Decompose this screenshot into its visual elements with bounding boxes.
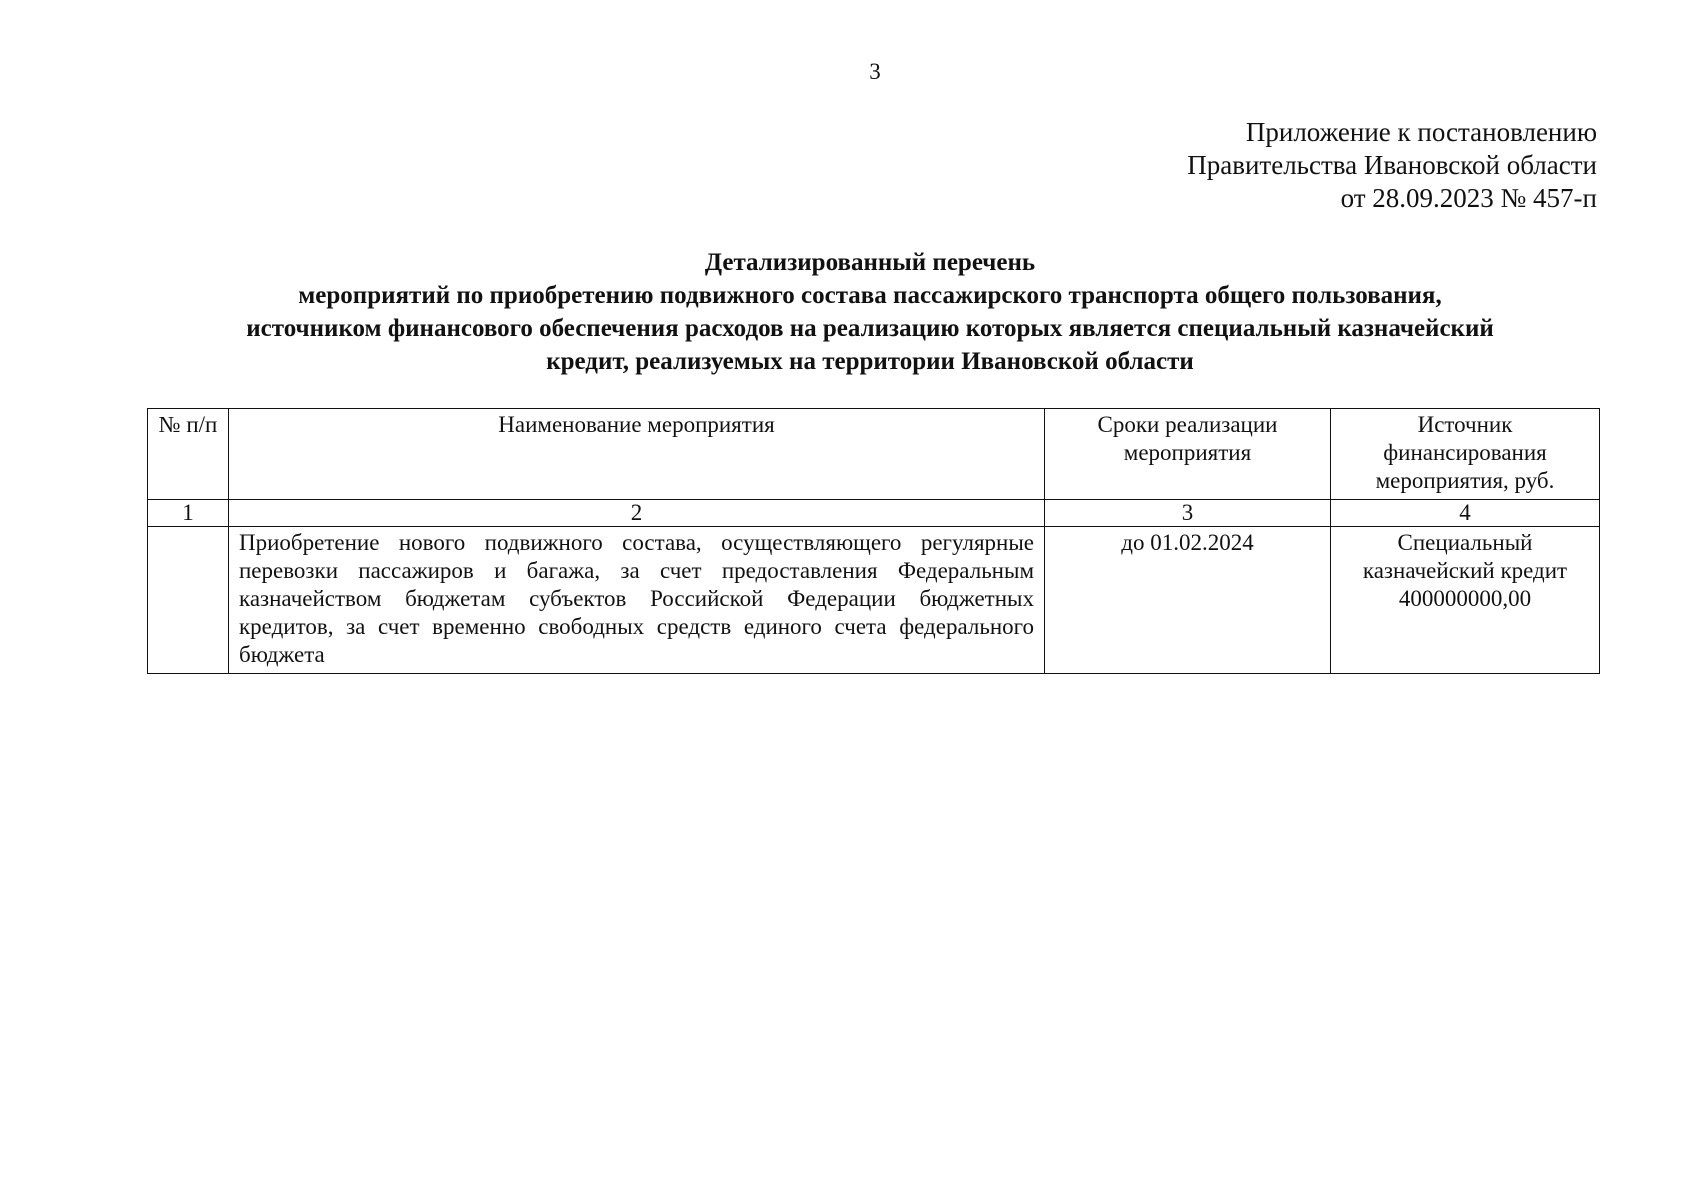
- appendix-line-3: от 28.09.2023 № 457-п: [1340, 183, 1597, 213]
- table-row: [148, 527, 1600, 674]
- header-term: Сроки реализации мероприятия: [1045, 409, 1331, 500]
- header-source: Источник финансирования мероприятия, руб.: [1331, 409, 1600, 500]
- title-line-2: мероприятий по приобретению подвижного состава пассажирского транспорта общего пользования,: [298, 282, 1442, 309]
- header-num: № п/п: [148, 409, 229, 500]
- row-num: [148, 527, 229, 674]
- page-number: 3: [869, 59, 881, 84]
- table-header-row: [148, 409, 1600, 500]
- document-title: [145, 246, 1595, 378]
- title-line-4: кредит, реализуемых на территории Ивановской области: [546, 348, 1194, 375]
- row-term: до 01.02.2024: [1045, 527, 1331, 674]
- title-line-3: источником финансового обеспечения расходов на реализацию которых является специальный казначейский: [246, 315, 1494, 342]
- column-index-4: 4: [1331, 500, 1600, 527]
- row-source-label: Специальный казначейский кредит: [1362, 530, 1568, 583]
- column-index-2: 2: [229, 500, 1045, 527]
- title-line-1: Детализированный перечень: [704, 249, 1036, 276]
- column-index-3: 3: [1045, 500, 1331, 527]
- row-measure-name: Приобретение нового подвижного состава, осуществляющего регулярные перевозки пассажиров и багажа, за счет предоставления Федеральным казначейством бюджетам субъектов Российской Федерации бюджетных кредитов, за счет временно свободных средств единого счета федерального бюджета: [229, 527, 1045, 674]
- header-name: Наименование мероприятия: [229, 409, 1045, 500]
- column-index-1: 1: [148, 500, 229, 527]
- row-source-amount: 400000000,00: [1398, 586, 1532, 611]
- measures-table: [147, 408, 1600, 674]
- appendix-header: [1187, 116, 1597, 215]
- row-source: [1331, 527, 1600, 674]
- column-index-row: [148, 500, 1600, 527]
- appendix-line-2: Правительства Ивановской области: [1187, 150, 1597, 180]
- appendix-line-1: Приложение к постановлению: [1245, 117, 1597, 147]
